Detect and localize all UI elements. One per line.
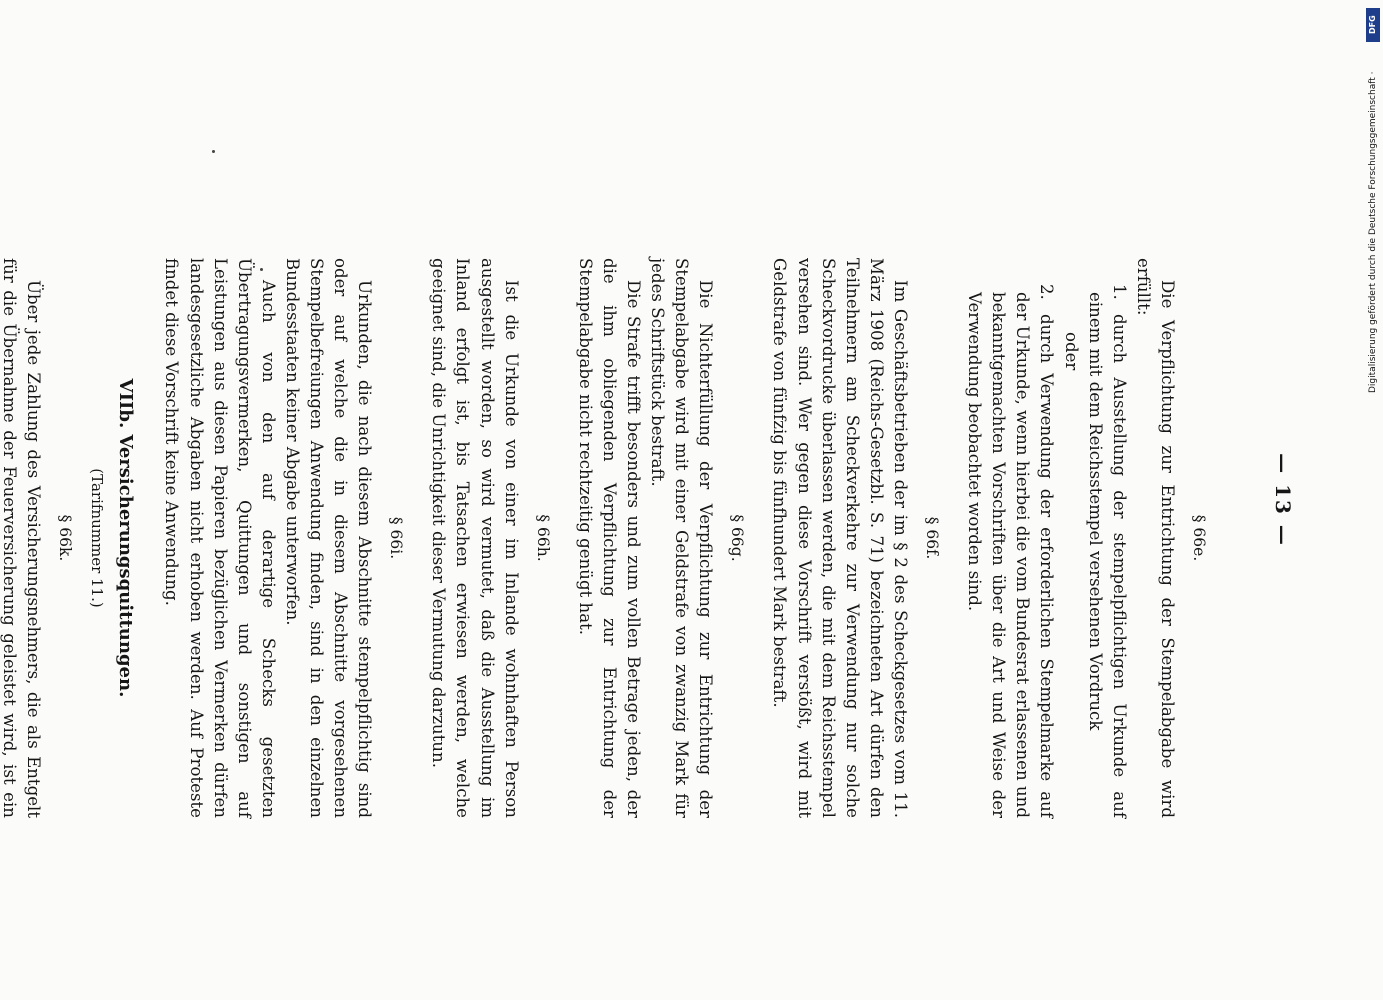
chapter-subtitle: (Tarifnummer 11.) [88, 468, 107, 608]
section-heading-66e: § 66e. [1190, 514, 1208, 562]
credit-text: Digitalisierung gefördert durch die Deutsche Forschungsgemeinschaft · [1368, 71, 1378, 393]
ink-speck [260, 268, 263, 271]
paragraph-66g-1: Die Nichterfüllung der Verpflichtung zur Entrichtung der Stempelabgabe wird mit einer Geldstrafe von zwanzig Mark für jedes Schriftstück bestraft. [648, 258, 716, 818]
list-item-2 [962, 258, 1058, 818]
page-number: — 13 — [1271, 453, 1295, 547]
funding-credit [1366, 8, 1380, 393]
section-heading-66k: § 66k. [56, 514, 75, 562]
paragraph-66f: Im Geschäftsbetrieben der im § 2 des Scheckgesetzes vom 11. März 1908 (Reichs-Gesetzbl. S. 71) bezeichneten Art dürfen den Teilnehmern am Scheckverkehre zur Verwendung nur solche Scheckvordrucke überlassen werden, die mit dem Reichsstempel versehen sind. Wer gegen diese Vorschrift verstößt, wird mit Geldstrafe von fünfzig bis fünfhundert Mark bestraft. [770, 258, 910, 818]
list-number: 2. [1037, 284, 1057, 300]
list-item-1 [1083, 258, 1131, 818]
section-heading-66i: § 66i. [387, 516, 406, 560]
paragraph-66e-intro: Die Verpflichtung zur Entrichtung der Stempelabgabe wird erfüllt: [1133, 258, 1177, 818]
section-heading-66f: § 66f. [923, 516, 942, 560]
paragraph-66k: Über jede Zahlung des Versicherungsnehmers, die als Entgelt für die Übernahme der Feuerversicherung geleistet wird, ist ein [0, 258, 44, 818]
conjunction-or: oder [1061, 332, 1081, 371]
paragraph-66i-1: Urkunden, die nach diesem Abschnitte stempelpflichtig sind oder auf welche die in diesem Abschnitte vorgesehenen Stempelbefreiungen Anwendung finden, sind in den einzelnen Bundesstaaten keiner Abgabe unterworfen. [282, 258, 375, 818]
paragraph-66g-2: Die Strafe trifft besonders und zum vollen Betrage jeden, der die ihm obliegenden Verpflichtung zur Entrichtung der Stempelabgabe nicht rechtzeitig genügt hat. [575, 258, 644, 818]
list-item-text: durch Ausstellung der stempelpflichtigen Urkunde auf einem mit dem Reichsstempel versehenen Vordruck [1085, 292, 1129, 818]
text-column [0, 258, 1211, 818]
section-heading-66h: § 66h. [533, 514, 552, 562]
dfg-logo-icon: DFG [1366, 8, 1380, 42]
list-number: 1. [1109, 284, 1129, 300]
paragraph-66i-2: Auch von den auf derartige Schecks gesetzten Übertragungsvermerken, Quittungen und sonstigen auf Leistungen aus diesen Papieren bezüglichen Vermerken dürfen landesgesetzliche Abgaben nicht erhoben werden. Auf Proteste findet diese Vorschrift keine Anwendung. [162, 258, 278, 818]
ink-speck [212, 150, 215, 153]
section-heading-66g: § 66g. [728, 514, 747, 562]
paragraph-66h: Ist die Urkunde von einer im Inlande wohnhaften Person ausgestellt worden, so wird vermutet, daß die Ausstellung im Inland erfolgt ist, bis Tatsachen erwiesen werden, welche geeignet sind, die Unrichtigkeit dieser Vermutung darzutun. [429, 258, 521, 818]
list-item-text: durch Verwendung der erforderlichen Stempelmarke auf der Urkunde, wenn hierbei die vom Bundesrat erlassenen und bekanntgemachten Vorschriften über die Art und Weise der Verwendung beobachtet worden sind. [965, 292, 1057, 818]
chapter-title: VIIb. Versicherungsquittungen. [115, 378, 137, 698]
